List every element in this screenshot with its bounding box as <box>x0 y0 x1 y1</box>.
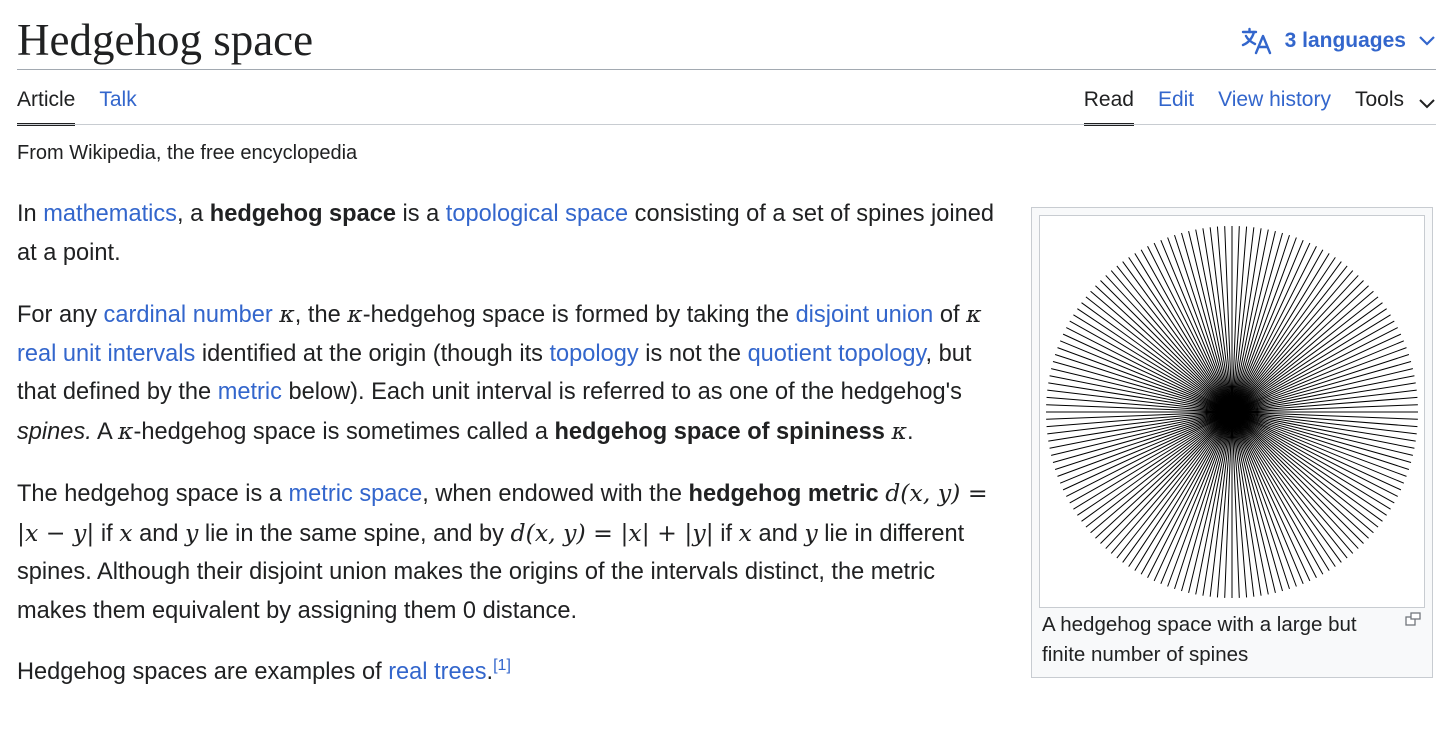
spine-line <box>1111 271 1232 412</box>
text: , when endowed with the <box>422 481 689 507</box>
spine-line <box>1058 348 1233 412</box>
link-disjoint-union[interactable]: disjoint union <box>795 302 934 328</box>
text: . <box>486 659 494 685</box>
text: -hedgehog space is sometimes called a <box>133 418 555 445</box>
text: , the <box>294 302 348 328</box>
math-y: y <box>804 518 818 547</box>
spine-line <box>1232 412 1373 533</box>
tab-edit[interactable]: Edit <box>1157 88 1195 111</box>
spine-line <box>1232 250 1323 412</box>
spine-line <box>1091 291 1232 412</box>
text: if <box>713 520 739 547</box>
spine-line <box>1232 291 1373 412</box>
link-quotient-topology[interactable]: quotient topology <box>747 340 926 367</box>
spine-line <box>1232 412 1394 503</box>
link-topological-space[interactable]: topological space <box>445 201 629 227</box>
tab-talk[interactable]: Talk <box>99 88 137 111</box>
paragraph-metric <box>17 474 1002 630</box>
paragraph-definition <box>17 295 1002 451</box>
tabs-divider <box>17 124 1436 125</box>
text: -hedgehog space is formed by taking the <box>362 302 796 328</box>
spine-line <box>1141 412 1232 574</box>
text: of <box>933 302 967 328</box>
spine-line <box>1100 280 1232 412</box>
tab-view-history[interactable]: View history <box>1218 88 1331 111</box>
spine-line <box>1232 412 1407 476</box>
link-topology[interactable]: topology <box>549 340 639 367</box>
spine-line <box>1232 271 1353 412</box>
text: A <box>91 418 119 445</box>
chevron-down-icon <box>1418 35 1436 47</box>
magnify-icon[interactable] <box>1405 612 1421 631</box>
translate-icon <box>1241 27 1273 55</box>
text: In <box>17 201 44 227</box>
figure-thumbnail <box>1031 207 1433 678</box>
spine-line <box>1232 348 1407 412</box>
text: For any <box>17 302 104 328</box>
text: is not the <box>638 340 748 367</box>
namespace-tabs <box>17 80 137 126</box>
reference-link[interactable]: [1] <box>493 657 511 675</box>
math-y: y <box>185 518 199 547</box>
spine-line <box>1168 238 1232 413</box>
link-real-unit-intervals[interactable]: real unit intervals <box>17 340 196 367</box>
article-body <box>17 195 1002 715</box>
tab-article[interactable]: Article <box>17 80 75 126</box>
math-formula-same-spine: d(x, y) = |x − y| <box>17 479 988 547</box>
languages-button[interactable] <box>1241 24 1436 58</box>
spine-line <box>1091 412 1232 533</box>
spine-line <box>1100 412 1232 544</box>
text: and <box>751 520 805 547</box>
spine-line <box>1141 250 1232 412</box>
text: if <box>94 520 120 547</box>
link-metric[interactable]: metric <box>217 379 282 405</box>
spine-line <box>1070 412 1232 503</box>
languages-label: 3 languages <box>1284 29 1406 52</box>
math-x: x <box>738 518 752 547</box>
text: The hedgehog space is a <box>17 481 289 507</box>
hedgehog-image[interactable] <box>1039 215 1425 608</box>
spine-line <box>1070 321 1232 412</box>
math-kappa: κ <box>891 416 907 445</box>
text: consisting of a set of spines joined at a point. <box>17 201 995 266</box>
math-kappa: κ <box>118 416 134 445</box>
math-kappa: κ <box>966 300 982 328</box>
link-real-trees[interactable]: real trees <box>388 659 487 685</box>
text: lie in different spines. Although their disjoint union makes the origins of the intervals distinct, the metric makes them equivalent by assigning them 0 distance. <box>17 520 965 624</box>
text: below). Each unit interval is referred to as one of the hedgehog's <box>281 379 962 405</box>
text: Hedgehog spaces are examples of <box>17 659 389 685</box>
text: , a <box>176 201 210 227</box>
text: is a <box>395 201 446 227</box>
text: lie in the same spine, and by <box>198 520 511 547</box>
spine-line <box>1232 412 1364 544</box>
math-kappa: κ <box>279 300 295 328</box>
spine-line <box>1232 321 1394 412</box>
page-title: Hedgehog space <box>17 15 314 65</box>
text: identified at the origin (though its <box>195 340 550 367</box>
bold-term: hedgehog space <box>209 201 396 227</box>
title-divider <box>17 69 1436 70</box>
text: , but that defined by the <box>17 340 972 405</box>
link-cardinal-number[interactable]: cardinal number <box>103 302 273 328</box>
link-mathematics[interactable]: mathematics <box>43 201 177 227</box>
tools-menu[interactable] <box>1355 80 1436 126</box>
view-tabs <box>1084 80 1436 126</box>
italic-term: spines. <box>17 418 92 445</box>
hedgehog-illustration <box>1040 216 1424 607</box>
site-tagline: From Wikipedia, the free encyclopedia <box>17 142 358 164</box>
spine-line <box>1232 412 1323 574</box>
spine-line <box>1232 412 1296 587</box>
spine-line <box>1232 280 1364 412</box>
link-metric-space[interactable]: metric space <box>288 481 423 507</box>
spine-line <box>1111 412 1232 553</box>
math-formula-different-spines: d(x, y) = |x| + |y| <box>510 518 714 547</box>
spine-line <box>1232 412 1353 553</box>
tab-read[interactable]: Read <box>1084 80 1134 126</box>
spine-line <box>1168 412 1232 587</box>
math-x: x <box>119 518 133 547</box>
spine-line <box>1058 412 1233 476</box>
chevron-down-icon <box>1418 88 1436 126</box>
bold-term: hedgehog metric <box>688 481 879 507</box>
text: and <box>132 520 186 547</box>
tools-label: Tools <box>1354 88 1404 111</box>
spine-line <box>1232 238 1296 413</box>
bold-term: hedgehog space of spininess <box>554 418 885 445</box>
paragraph-intro <box>17 195 1002 272</box>
paragraph-examples <box>17 653 1002 692</box>
figure-caption: A hedgehog space with a large but finite number of spines <box>1042 613 1357 666</box>
text: . <box>906 418 914 445</box>
math-kappa: κ <box>347 300 363 328</box>
